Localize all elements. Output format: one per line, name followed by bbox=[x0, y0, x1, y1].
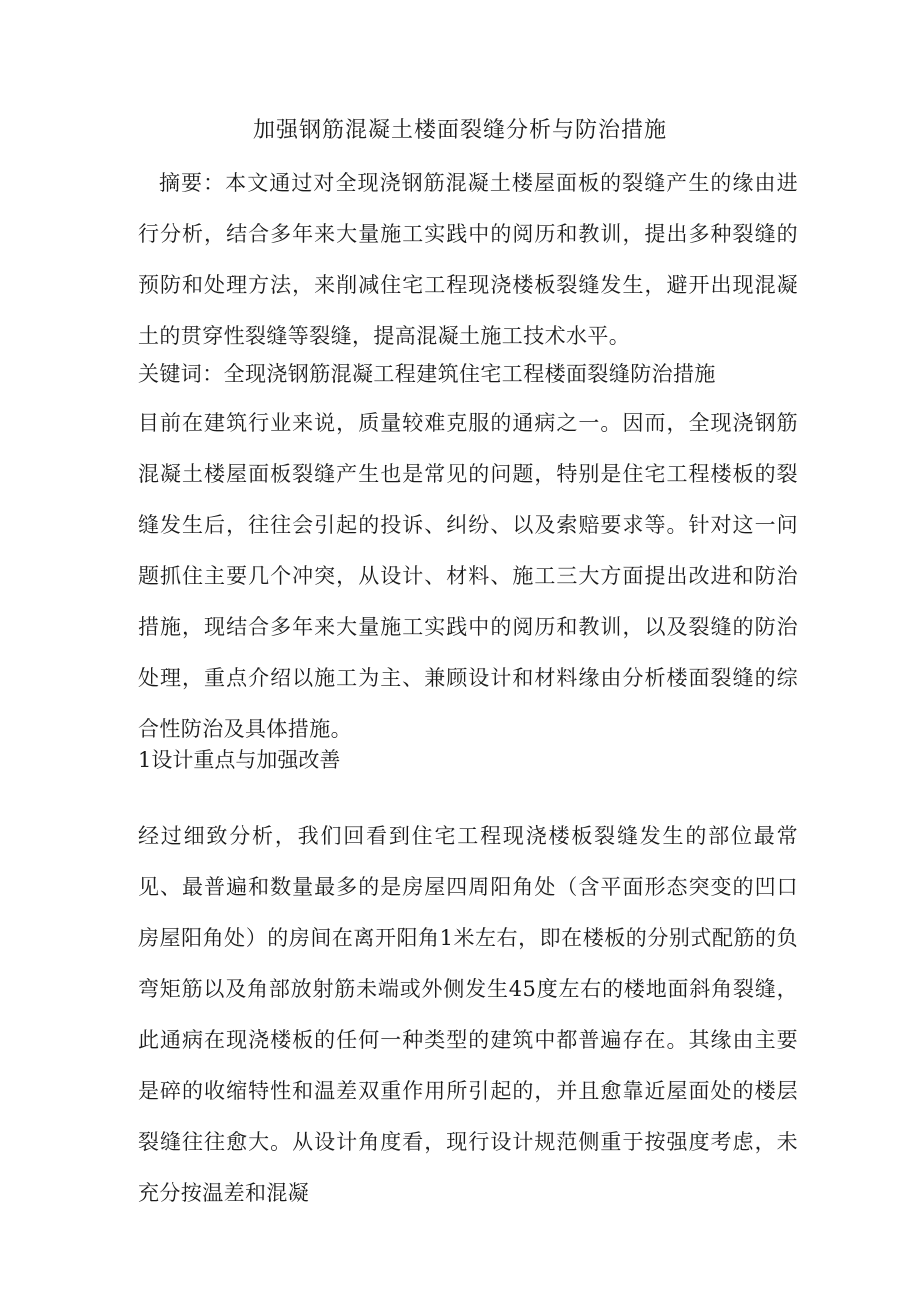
abstract-paragraph: 摘要：本文通过对全现浇钢筋混凝土楼屋面板的裂缝产生的缘由进行分析，结合多年来大量施工实践中的阅历和教训，提出多种裂缝的预防和处理方法，来削减住宅工程现浇楼板裂缝发生，避开出现混凝土的贯穿性裂缝等裂缝，提高混凝土施工技术水平。 bbox=[138, 171, 798, 348]
keywords-line: 关键词：全现浇钢筋混凝工程建筑住宅工程楼面裂缝防治措施 bbox=[138, 362, 716, 386]
intro-paragraph: 目前在建筑行业来说，质量较难克服的通病之一。因而，全现浇钢筋混凝土楼屋面板裂缝产生也是常见的问题，特别是住宅工程楼板的裂缝发生后，往往会引起的投诉、纠纷、以及索赔要求等。针对这一问题抓住主要几个冲突，从设计、材料、施工三大方面提出改进和防治措施，现结合多年来大量施工实践中的阅历和教训，以及裂缝的防治处理，重点介绍以施工为主、兼顾设计和材料缘由分析楼面裂缝的综合性防治及具体措施。 bbox=[138, 411, 798, 741]
document-title: 加强钢筋混凝土楼面裂缝分析与防治措施 bbox=[252, 118, 667, 143]
section-1-paragraph: 经过细致分析，我们回看到住宅工程现浇楼板裂缝发生的部位最常见、最普遍和数量最多的是房屋四周阳角处（含平面形态突变的凹口房屋阳角处）的房间在离开阳角1米左右，即在楼板的分别式配筋的负弯矩筋以及角部放射筋未端或外侧发生45度左右的楼地面斜角裂缝，此通病在现浇楼板的任何一种类型的建筑中都普遍存在。其缘由主要是碎的收缩特性和温差双重作用所引起的，并且愈靠近屋面处的楼层裂缝往往愈大。从设计角度看，现行设计规范侧重于按强度考虑，未充分按温差和混凝 bbox=[138, 824, 798, 1205]
section-1-heading: 1设计重点与加强改善 bbox=[138, 748, 341, 772]
